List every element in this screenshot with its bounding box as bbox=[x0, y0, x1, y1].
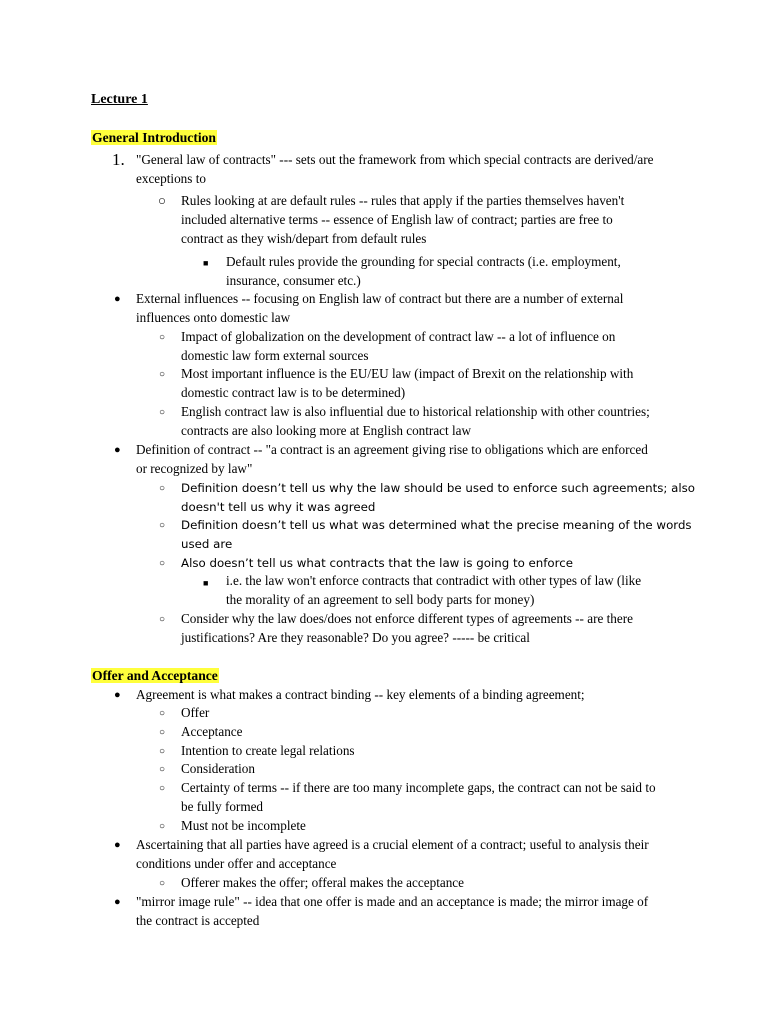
circle-bullet: ○ bbox=[159, 821, 166, 832]
circle-bullet: ○ bbox=[159, 727, 166, 738]
list-item-continuation: doesn't tell us why it was agreed bbox=[181, 500, 376, 514]
list-item-text: "mirror image rule" -- idea that one offer is made and an acceptance is made; the mirror image of bbox=[136, 894, 649, 909]
highlighted-heading-text: General Introduction bbox=[92, 130, 216, 145]
circle-bullet: ○ bbox=[158, 193, 166, 208]
list-item-text: Default rules provide the grounding for special contracts (i.e. employment, bbox=[226, 254, 621, 269]
list-item-text: Acceptance bbox=[181, 724, 243, 739]
circle-bullet: ○ bbox=[159, 520, 166, 531]
list-item-text: Also doesn’t tell us what contracts that the law is going to enforce bbox=[181, 556, 573, 570]
list-item-continuation: domestic law form external sources bbox=[181, 348, 369, 363]
list-item-text: Offerer makes the offer; offeral makes the acceptance bbox=[181, 875, 465, 890]
list-item-text: Agreement is what makes a contract binding -- key elements of a binding agreement; bbox=[136, 687, 585, 702]
list-item-text: Definition doesn’t tell us what was determined what the precise meaning of the words bbox=[181, 518, 692, 532]
square-bullet: ■ bbox=[203, 258, 209, 268]
list-item-text: Ascertaining that all parties have agreed is a crucial element of a contract; useful to analysis their bbox=[136, 837, 649, 852]
circle-bullet: ○ bbox=[159, 878, 166, 889]
list-item-text: Rules looking at are default rules -- rules that apply if the parties themselves haven't bbox=[181, 193, 625, 208]
disc-bullet: ● bbox=[114, 444, 121, 456]
disc-bullet: ● bbox=[114, 689, 121, 701]
disc-bullet: ● bbox=[114, 839, 121, 851]
list-item-text: Must not be incomplete bbox=[181, 818, 306, 833]
list-item-continuation: contract as they wish/depart from default rules bbox=[181, 231, 427, 246]
section-heading-offer-and-acceptance bbox=[91, 667, 219, 686]
circle-bullet: ○ bbox=[159, 708, 166, 719]
circle-bullet: ○ bbox=[159, 614, 166, 625]
list-item-text: Consideration bbox=[181, 761, 255, 776]
list-item-continuation: insurance, consumer etc.) bbox=[226, 273, 361, 288]
list-item-continuation: the contract is accepted bbox=[136, 913, 260, 928]
circle-bullet: ○ bbox=[159, 407, 166, 418]
list-item-continuation: used are bbox=[181, 537, 233, 551]
list-item-continuation: contracts are also looking more at English contract law bbox=[181, 423, 472, 438]
list-number: 1. bbox=[112, 150, 125, 169]
list-item-continuation: exceptions to bbox=[136, 171, 206, 186]
list-item-text: Definition doesn’t tell us why the law should be used to enforce such agreements; also bbox=[181, 481, 695, 495]
circle-bullet: ○ bbox=[159, 764, 166, 775]
list-item-text: Most important influence is the EU/EU law (impact of Brexit on the relationship with bbox=[181, 366, 634, 381]
list-item-text: Impact of globalization on the development of contract law -- a lot of influence on bbox=[181, 329, 616, 344]
list-item-continuation: justifications? Are they reasonable? Do you agree? ----- be critical bbox=[181, 630, 530, 645]
list-item-text: Intention to create legal relations bbox=[181, 743, 355, 758]
list-item-continuation: included alternative terms -- essence of English law of contract; parties are free to bbox=[181, 212, 613, 227]
list-item-continuation: conditions under offer and acceptance bbox=[136, 856, 337, 871]
circle-bullet: ○ bbox=[159, 332, 166, 343]
list-item-text: External influences -- focusing on English law of contract but there are a number of external bbox=[136, 291, 624, 306]
list-item-continuation: influences onto domestic law bbox=[136, 310, 291, 325]
circle-bullet: ○ bbox=[159, 483, 166, 494]
circle-bullet: ○ bbox=[159, 369, 166, 380]
list-item-text: "General law of contracts" --- sets out the framework from which special contracts are derived/are bbox=[136, 152, 654, 167]
list-item-text: Consider why the law does/does not enforce different types of agreements -- are there bbox=[181, 611, 633, 626]
highlighted-heading-text: Offer and Acceptance bbox=[92, 668, 218, 683]
circle-bullet: ○ bbox=[159, 783, 166, 794]
list-item-text: Certainty of terms -- if there are too many incomplete gaps, the contract can not be said to bbox=[181, 780, 656, 795]
list-item-continuation: be fully formed bbox=[181, 799, 264, 814]
circle-bullet: ○ bbox=[159, 558, 166, 569]
list-item-text: Definition of contract -- "a contract is an agreement giving rise to obligations which are enforced bbox=[136, 442, 648, 457]
square-bullet: ■ bbox=[203, 578, 209, 588]
list-item-continuation: the morality of an agreement to sell body parts for money) bbox=[226, 592, 535, 607]
circle-bullet: ○ bbox=[159, 746, 166, 757]
list-item-continuation: or recognized by law" bbox=[136, 461, 253, 476]
section-heading-general-introduction bbox=[91, 129, 217, 148]
list-item-continuation: domestic contract law is to be determined) bbox=[181, 385, 406, 400]
list-item-text: i.e. the law won't enforce contracts that contradict with other types of law (like bbox=[226, 573, 642, 588]
lecture-title: Lecture 1 bbox=[91, 92, 148, 107]
list-item-text: English contract law is also influential due to historical relationship with other countries; bbox=[181, 404, 650, 419]
disc-bullet: ● bbox=[114, 896, 121, 908]
disc-bullet: ● bbox=[114, 293, 121, 305]
list-item-text: Offer bbox=[181, 705, 210, 720]
